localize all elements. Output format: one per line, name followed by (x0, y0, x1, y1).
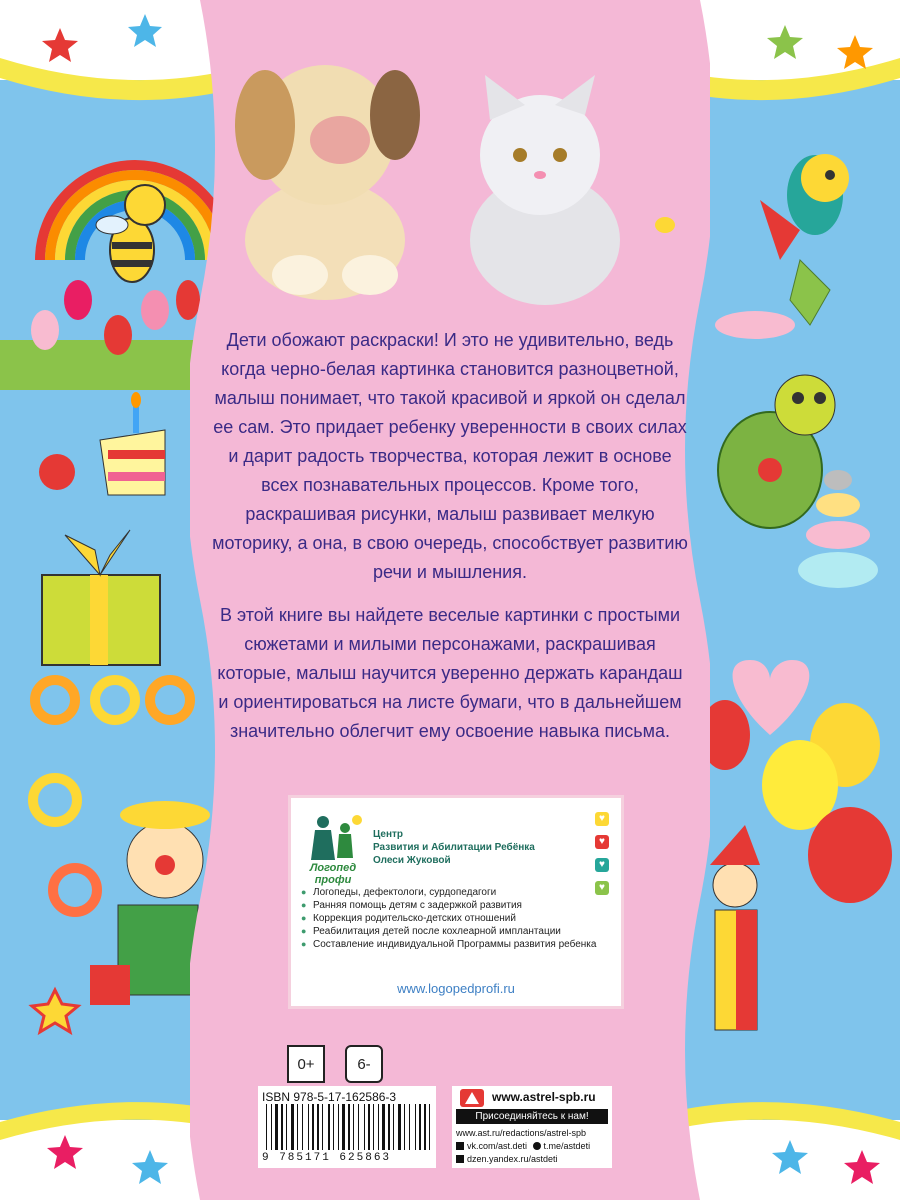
list-item: ● Логопеды, дефектологи, сурдопедагоги (301, 886, 611, 899)
barcode-bar (373, 1104, 374, 1150)
barcode-bar (302, 1104, 303, 1150)
barcode-bar (275, 1104, 278, 1150)
isbn-label: ISBN 978-5-17-162586-3 (262, 1090, 397, 1104)
barcode-bar (312, 1104, 314, 1150)
barcode-bar (353, 1104, 354, 1150)
list-item: ● Ранняя помощь детям с задержкой развития (301, 899, 611, 912)
barcode-bar (419, 1104, 421, 1150)
barcode-bar (378, 1104, 379, 1150)
dzen-row (456, 1154, 558, 1164)
intro-paragraph-2: В этой книге вы найдете веселые картинки с простыми сюжетами и милыми персонажами, раскрашивая которые, малыш научится уверенно держать карандаш и ориентироваться на листе бумаги, что в дальнейшем значительно облегчит ему освоение навыка письма. (217, 605, 683, 741)
barcode-bar (281, 1104, 283, 1150)
list-item: ● Коррекция родительско-детских отношений (301, 912, 611, 925)
barcode-bar (338, 1104, 339, 1150)
telegram-icon (533, 1142, 541, 1150)
intro-paragraph-1: Дети обожают раскраски! И это не удивительно, ведь когда черно-белая картинка становится разноцветной, малыш понимает, что такой красивой и яркой он сделал ее сам. Это придает ребенку уверенности в своих силах и дарит радость творчества, которая лежит в основе всех познавательных процессов. Кроме того, раскрашивая рисунки, малыш развивает мелкую моторику, а она, в свою очередь, способствует развитию речи и мышления. (212, 330, 688, 582)
age-mark-badge: 6- (345, 1045, 383, 1083)
telegram-link[interactable]: t.me/astdeti (543, 1141, 591, 1151)
barcode-bar (429, 1104, 430, 1150)
center-name: Центр Развития и Абилитации Ребёнка Олеси Жуковой (373, 829, 535, 866)
barcode-bar (404, 1104, 405, 1150)
barcode-bar (271, 1104, 272, 1150)
barcode-bar (308, 1104, 309, 1150)
list-item: ● Составление индивидуальной Программы развития ребенка (301, 938, 611, 951)
heart-icon: ♥ (595, 881, 609, 895)
dzen-link[interactable]: dzen.yandex.ru/astdeti (467, 1154, 558, 1164)
join-banner: Присоединяйтесь к нам! (456, 1109, 608, 1124)
barcode-bar (368, 1104, 370, 1150)
vk-icon (456, 1142, 464, 1150)
barcode-bar (297, 1104, 298, 1150)
barcode-bar (328, 1104, 330, 1150)
intro-text (210, 326, 690, 760)
heart-icon: ♥ (595, 835, 609, 849)
heart-icon: ♥ (595, 812, 609, 826)
redactions-link[interactable]: www.ast.ru/redactions/astrel-spb (456, 1128, 587, 1138)
barcode-digits: 9 785171 625863 (262, 1152, 392, 1164)
barcode-bar (424, 1104, 426, 1150)
barcode-bar (266, 1104, 267, 1150)
barcode-bar (333, 1104, 334, 1150)
barcode-bar (393, 1104, 394, 1150)
barcode-bar (348, 1104, 350, 1150)
barcode-bar (409, 1104, 410, 1150)
barcode-bar (382, 1104, 385, 1150)
social-links-row (456, 1141, 590, 1151)
dzen-icon (456, 1155, 464, 1163)
publisher-site[interactable]: www.astrel-spb.ru (492, 1090, 596, 1104)
barcode-bar (415, 1104, 416, 1150)
logoped-ad-box (288, 795, 624, 1009)
age-rating-badge: 0+ (287, 1045, 325, 1083)
barcode-bar (364, 1104, 365, 1150)
heart-icon: ♥ (595, 858, 609, 872)
ad-url-link[interactable]: www.logopedprofi.ru (397, 981, 515, 996)
services-list (301, 886, 611, 951)
barcode-bar (358, 1104, 359, 1150)
barcode-bar (398, 1104, 401, 1150)
cloud (715, 311, 795, 339)
barcode-bar (342, 1104, 345, 1150)
astrel-logo-icon (460, 1089, 484, 1107)
publisher-block (452, 1086, 612, 1168)
vk-link[interactable]: vk.com/ast.deti (467, 1141, 528, 1151)
list-item: ● Реабилитация детей после кохлеарной имплантации (301, 925, 611, 938)
barcode-bar (286, 1104, 287, 1150)
barcode-bar (322, 1104, 323, 1150)
barcode (264, 1104, 434, 1152)
barcode-bar (388, 1104, 390, 1150)
barcode-bar (317, 1104, 319, 1150)
logo-caption: Логопед профи (309, 862, 357, 886)
family-logo-icon (305, 812, 365, 862)
barcode-bar (291, 1104, 294, 1150)
